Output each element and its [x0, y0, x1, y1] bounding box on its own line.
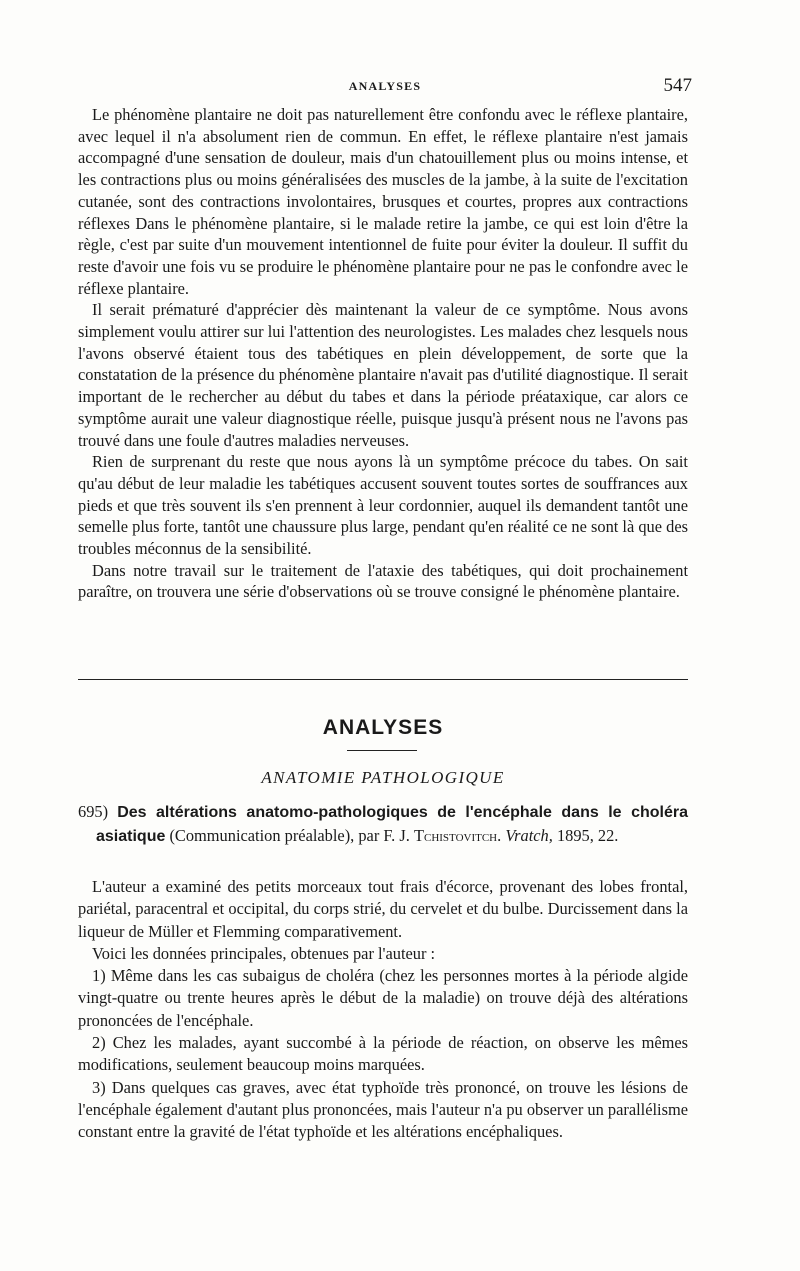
entry-paragraph: 3) Dans quelques cas graves, avec état typhoïde très prononcé, on trouve les lésions de l'encéphale également d'autant plus prononcées, mais l'auteur n'a pu observer un parallélisme constant entre la gravité de l'état typhoïde et les altérations encéphaliques.: [78, 1077, 688, 1142]
subsection-title: ANATOMIE PATHOLOGIQUE: [261, 768, 505, 787]
entry-title: Des altérations anatomo-pathologiques de l'encéphale dans le choléra asiatique: [96, 804, 688, 845]
section-divider: [78, 679, 688, 680]
article-paragraph: Rien de surprenant du reste que nous ayons là un symptôme précoce du tabes. On sait qu'au début de leur maladie les tabétiques accusent souvent toutes sortes de souffrances aux pieds et que très souvent ils s'en prennent à leur cordonnier, auquel ils demandent tantôt une semelle plus forte, tantôt une chaussure plus large, pendant qu'en réalité ce ne sont là que des troubles méconnus de la sensibilité.: [78, 452, 688, 559]
entry-paragraph: 1) Même dans les cas subaigus de choléra (chez les personnes mortes à la période algide vingt-quatre ou trente heures après le début de la maladie) on trouve déjà des altérations prononcées de l'encéphale.: [78, 966, 688, 1030]
entry-note: (Communication préalable), par F. J.: [169, 826, 410, 845]
entry-paragraph: Voici les données principales, obtenues par l'auteur :: [92, 943, 436, 963]
section-title: ANALYSES: [322, 716, 444, 739]
entry-heading: [78, 800, 688, 848]
page-number: 547: [663, 75, 692, 96]
running-title: ANALYSES: [348, 79, 422, 93]
entry-body: [78, 876, 688, 1144]
entry-journal: Vratch,: [505, 826, 553, 845]
entry-citation: 1895, 22.: [556, 826, 619, 845]
entry-paragraph: 2) Chez les malades, ayant succombé à la période de réaction, on observe les mêmes modifications, seulement beaucoup moins marquées.: [78, 1033, 688, 1075]
article-continuation: [78, 104, 688, 603]
entry-number: 695): [78, 802, 109, 821]
article-paragraph: Il serait prématuré d'apprécier dès maintenant la valeur de ce symptôme. Nous avons simplement voulu attirer sur lui l'attention des neurologistes. Les malades chez lesquels nous l'avons observé étaient tous des tabétiques en plein développement, de sorte que la constatation de la présence du phénomène plantaire n'avait pas d'utilité diagnostique. Il serait important de le rechercher au début du tabes et dans la période préataxique, car alors ce symptôme aurait une valeur diagnostique réelle, puisque jusqu'à présent nous ne l'avons pas trouvé dans une foule d'autres maladies nerveuses.: [78, 300, 688, 450]
entry-paragraph: L'auteur a examiné des petits morceaux tout frais d'écorce, provenant des lobes frontal, pariétal, paracentral et occipital, du corps strié, du cervelet et du bulbe. Durcissement dans la liqueur de Müller et Flemming comparativement.: [78, 877, 688, 941]
entry-author: Tchistovitch.: [413, 826, 502, 845]
article-paragraph: Dans notre travail sur le traitement de l'ataxie des tabétiques, qui doit prochainement paraître, on trouvera une série d'observations où se trouve consigné le phénomène plantaire.: [78, 560, 688, 602]
running-head: [78, 75, 692, 99]
title-underline: [347, 750, 417, 751]
article-paragraph: Le phénomène plantaire ne doit pas naturellement être confondu avec le réflexe plantaire, avec lequel il n'a absolument rien de commun. En effet, le réflexe plantaire n'est jamais accompagné d'une sensation de douleur, mais d'un chatouillement plus ou moins intense, et les contractions plus ou moins généralisées des muscles de la jambe, à la suite de l'excitation cutanée, sont des contractions involontaires, brusques et courtes, propres aux contractions réflexes Dans le phénomène plantaire, si le malade retire la jambe, ce qui est loin d'être la règle, c'est par suite d'un mouvement intentionnel de fuite pour éviter la douleur. Il suffit du reste d'avoir une fois vu se produire le phénomène plantaire pour ne pas le confondre avec le réflexe plantaire.: [78, 105, 688, 298]
